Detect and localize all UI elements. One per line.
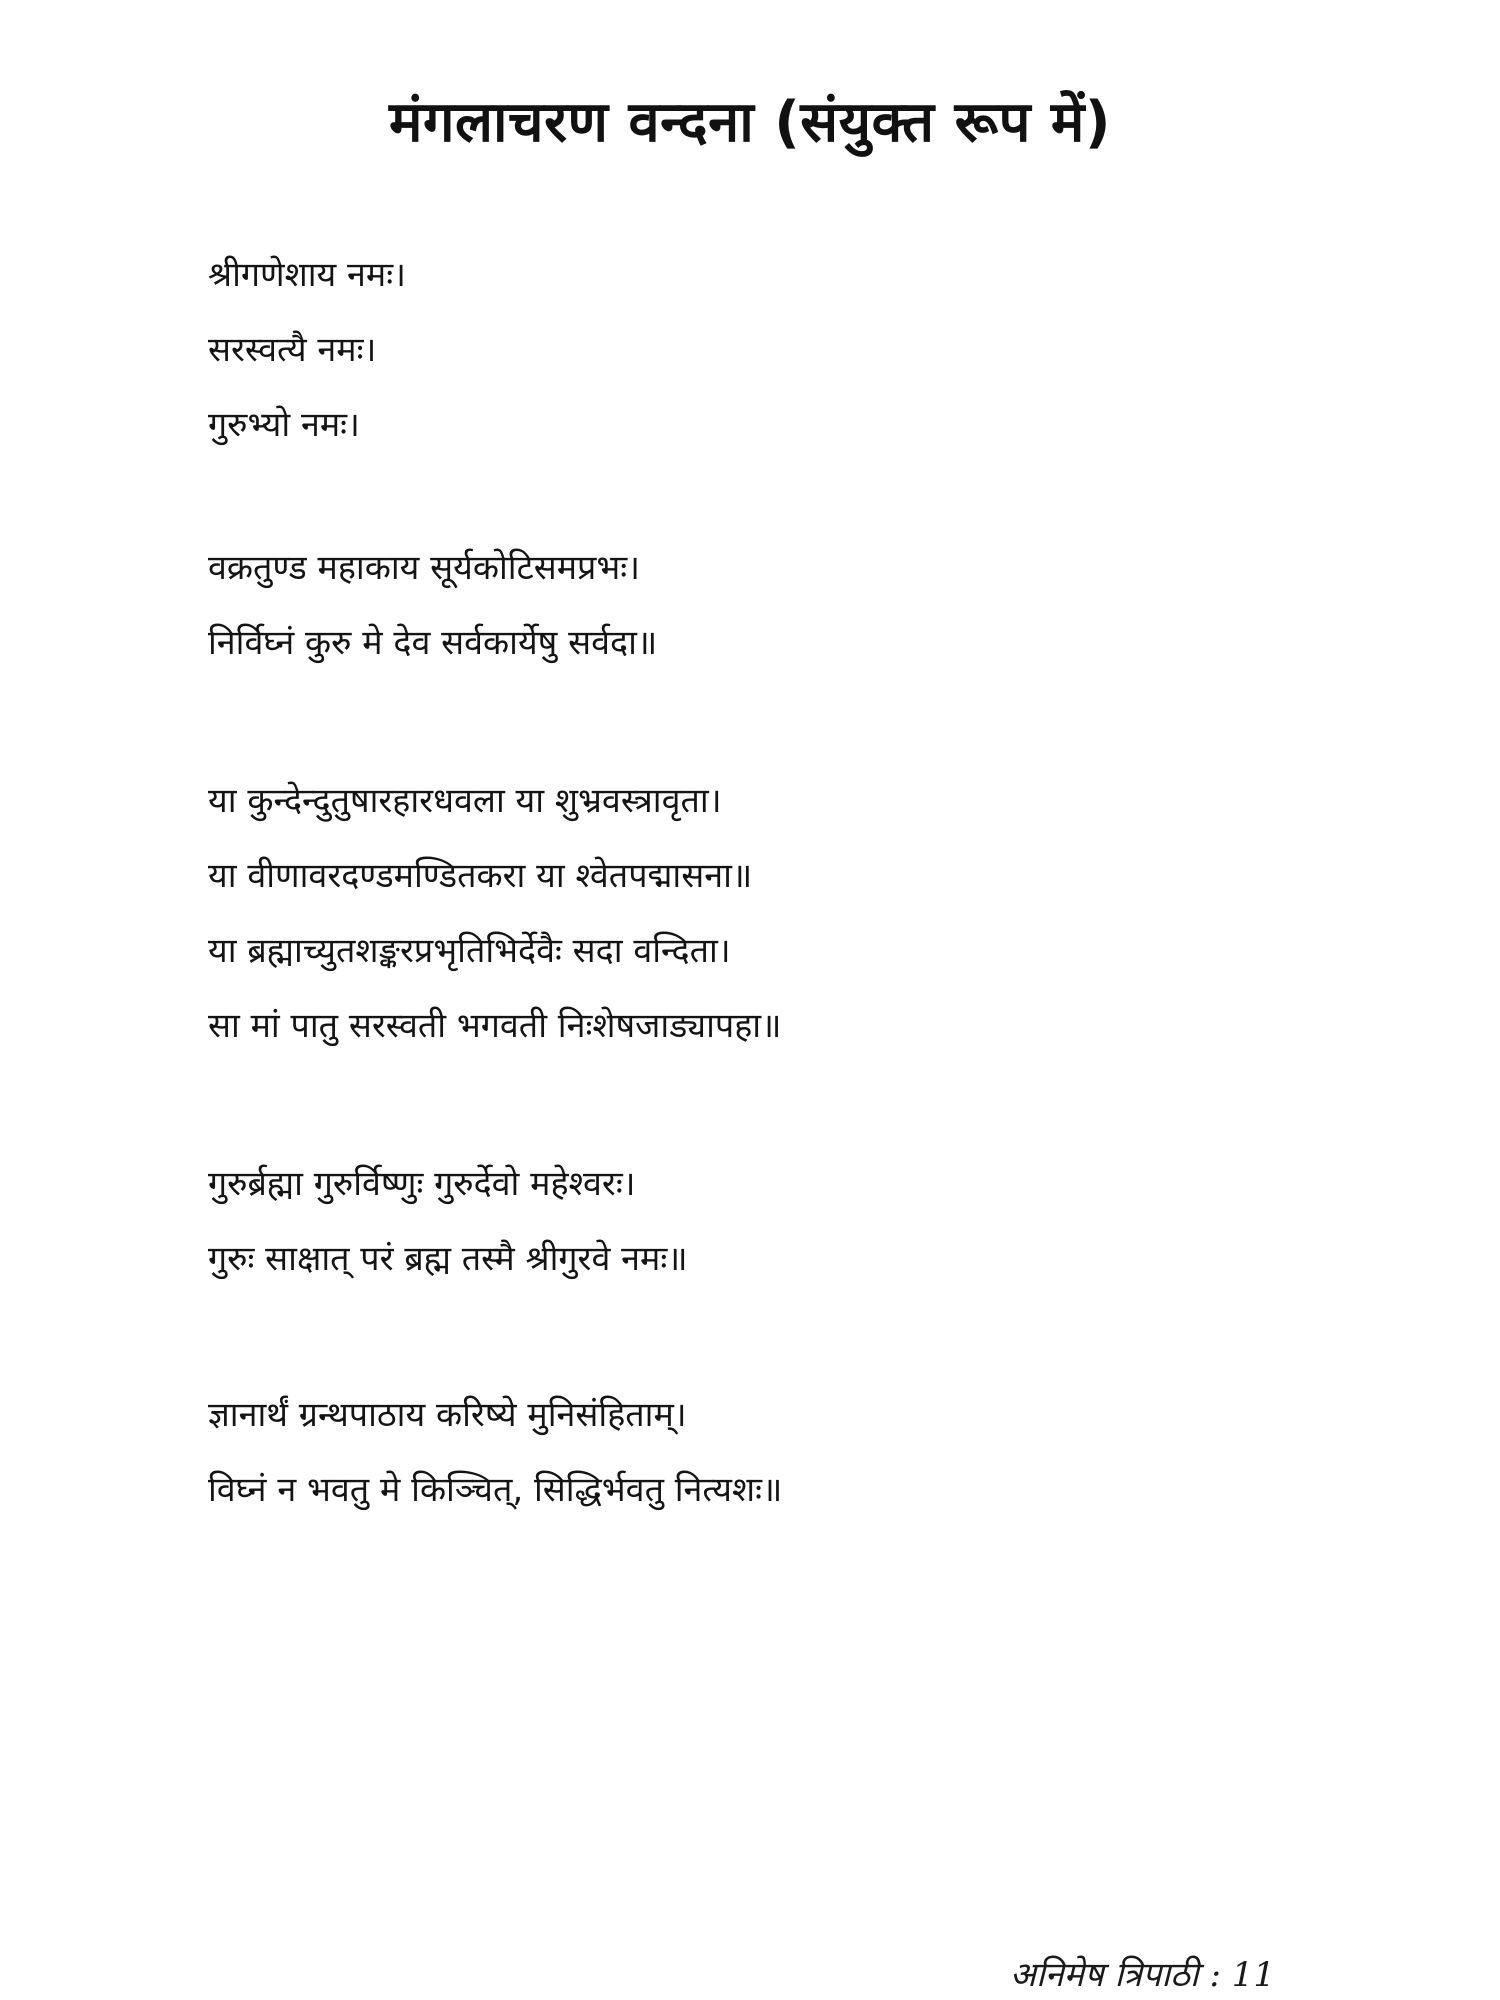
stanza-spacer <box>208 1064 1358 1147</box>
verse-line: या ब्रह्माच्युतशङ्करप्रभृतिभिर्देवैः सदा वन्दिता। <box>208 931 731 971</box>
stanza-spacer <box>208 463 1358 531</box>
ganesha-verse <box>208 531 1358 681</box>
verse-line: या वीणावरदण्डमण्डितकरा या श्वेतपद्मासना॥ <box>208 856 753 896</box>
closing-verse <box>208 1378 1358 1528</box>
verse-body <box>208 238 1358 1528</box>
invocation-line: गुरुभ्यो नमः। <box>208 405 360 445</box>
invocation-line: श्रीगणेशाय नमः। <box>208 255 407 295</box>
page-footer: अनिमेष त्रिपाठी : 11 <box>1010 1955 1276 1995</box>
page-title: मंगलाचरण वन्दना (संयुक्त रूप में) <box>389 90 1111 155</box>
saraswati-verse <box>208 764 1358 1064</box>
invocation-block <box>208 238 1358 463</box>
invocation-line: सरस्वत्यै नमः। <box>208 330 377 370</box>
verse-line: सा मां पातु सरस्वती भगवती निःशेषजाड्यापहा॥ <box>208 1006 782 1046</box>
verse-line: विघ्नं न भवतु मे किञ्चित्, सिद्धिर्भवतु नित्यशः॥ <box>208 1470 783 1510</box>
verse-line: या कुन्देन्दुतुषारहारधवला या शुभ्रवस्त्रावृता। <box>208 781 722 821</box>
verse-line: गुरुः साक्षात् परं ब्रह्म तस्मै श्रीगुरवे नमः॥ <box>208 1239 688 1279</box>
verse-line: गुरुर्ब्रह्मा गुरुर्विष्णुः गुरुर्देवो महेश्वरः। <box>208 1164 636 1204</box>
stanza-spacer <box>208 681 1358 764</box>
verse-line: ज्ञानार्थं ग्रन्थपाठाय करिष्ये मुनिसंहिताम्। <box>208 1395 687 1435</box>
guru-verse <box>208 1147 1358 1297</box>
verse-line: निर्विघ्नं कुरु मे देव सर्वकार्येषु सर्वदा॥ <box>208 623 658 663</box>
verse-line: वक्रतुण्ड महाकाय सूर्यकोटिसमप्रभः। <box>208 548 641 588</box>
stanza-spacer <box>208 1297 1358 1378</box>
